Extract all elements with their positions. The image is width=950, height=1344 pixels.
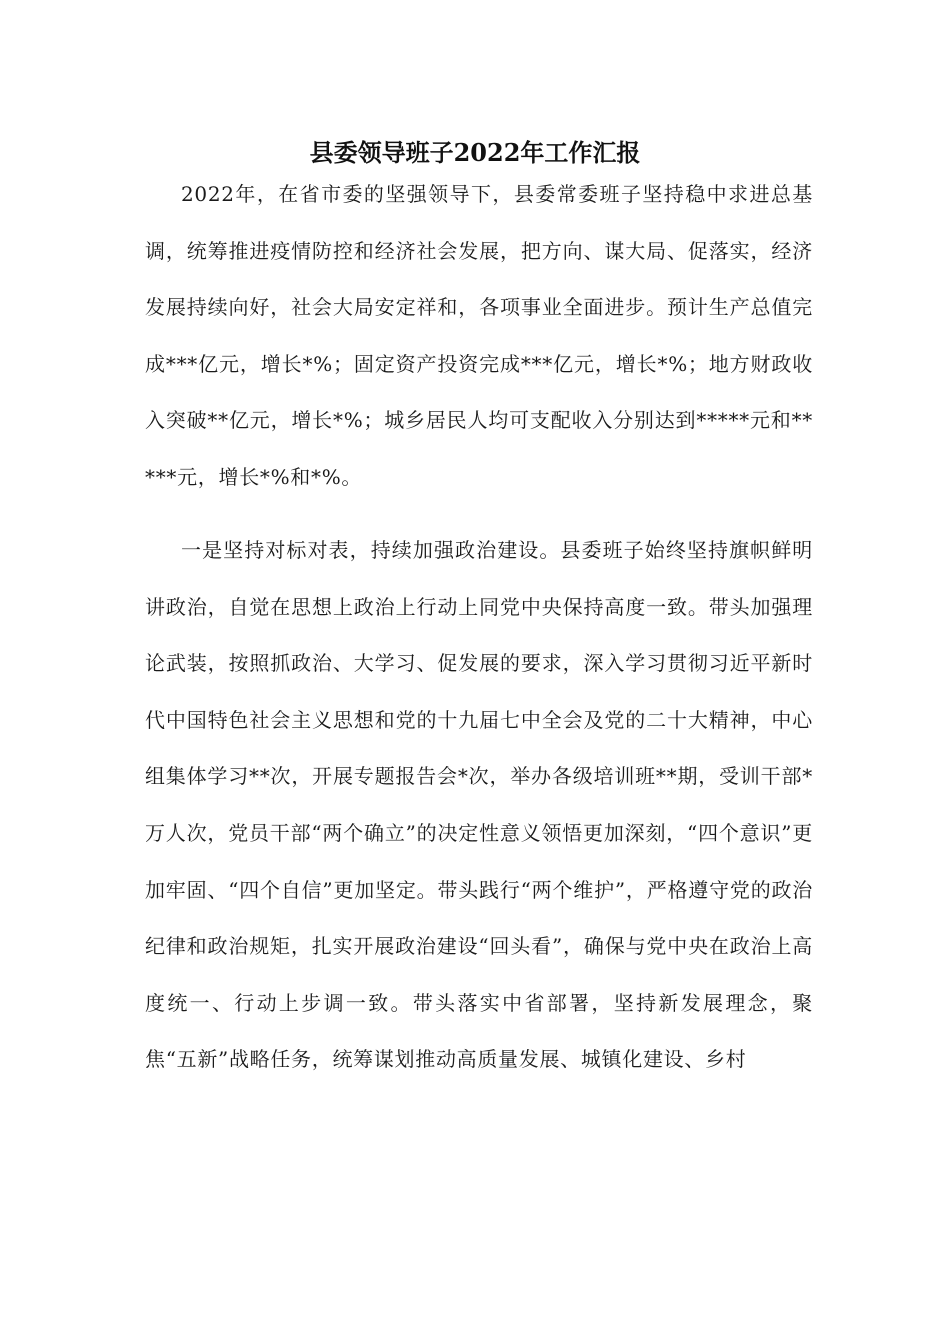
paragraph-political-building: 一是坚持对标对表，持续加强政治建设。县委班子始终坚持旗帜鲜明讲政治，自觉在思想上政治上行动上同党中央保持高度一致。带头加强理论武装，按照抓政治、大学习、促发展的要求，深入学习贯彻习近平新时代中国特色社会主义思想和党的十九届七中全会及党的二十大精神，中心组集体学习**次，开展专题报告会*次，举办各级培训班**期，受训干部*万人次，党员干部“两个确立”的决定性意义领悟更加深刻，“四个意识”更加牢固、“四个自信”更加坚定。带头践行“两个维护”，严格遵守党的政治纪律和政治规矩，扎实开展政治建设“回头看”，确保与党中央在政治上高度统一、行动上步调一致。带头落实中省部署，坚持新发展理念，聚焦“五新”战略任务，统筹谋划推动高质量发展、城镇化建设、乡村 [145,538,813,1072]
document-title: 县委领导班子2022年工作汇报 [309,138,641,167]
paragraph-summary: 2022年，在省市委的坚强领导下，县委常委班子坚持稳中求进总基调，统筹推进疫情防控和经济社会发展，把方向、谋大局、促落实，经济发展持续向好，社会大局安定祥和，各项事业全面进步。预计生产总值完成***亿元，增长*%；固定资产投资完成***亿元，增长*%；地方财政收入突破**亿元，增长*%；城乡居民人均可支配收入分别达到*****元和*****元，增长*%和*%。 [145,182,813,489]
